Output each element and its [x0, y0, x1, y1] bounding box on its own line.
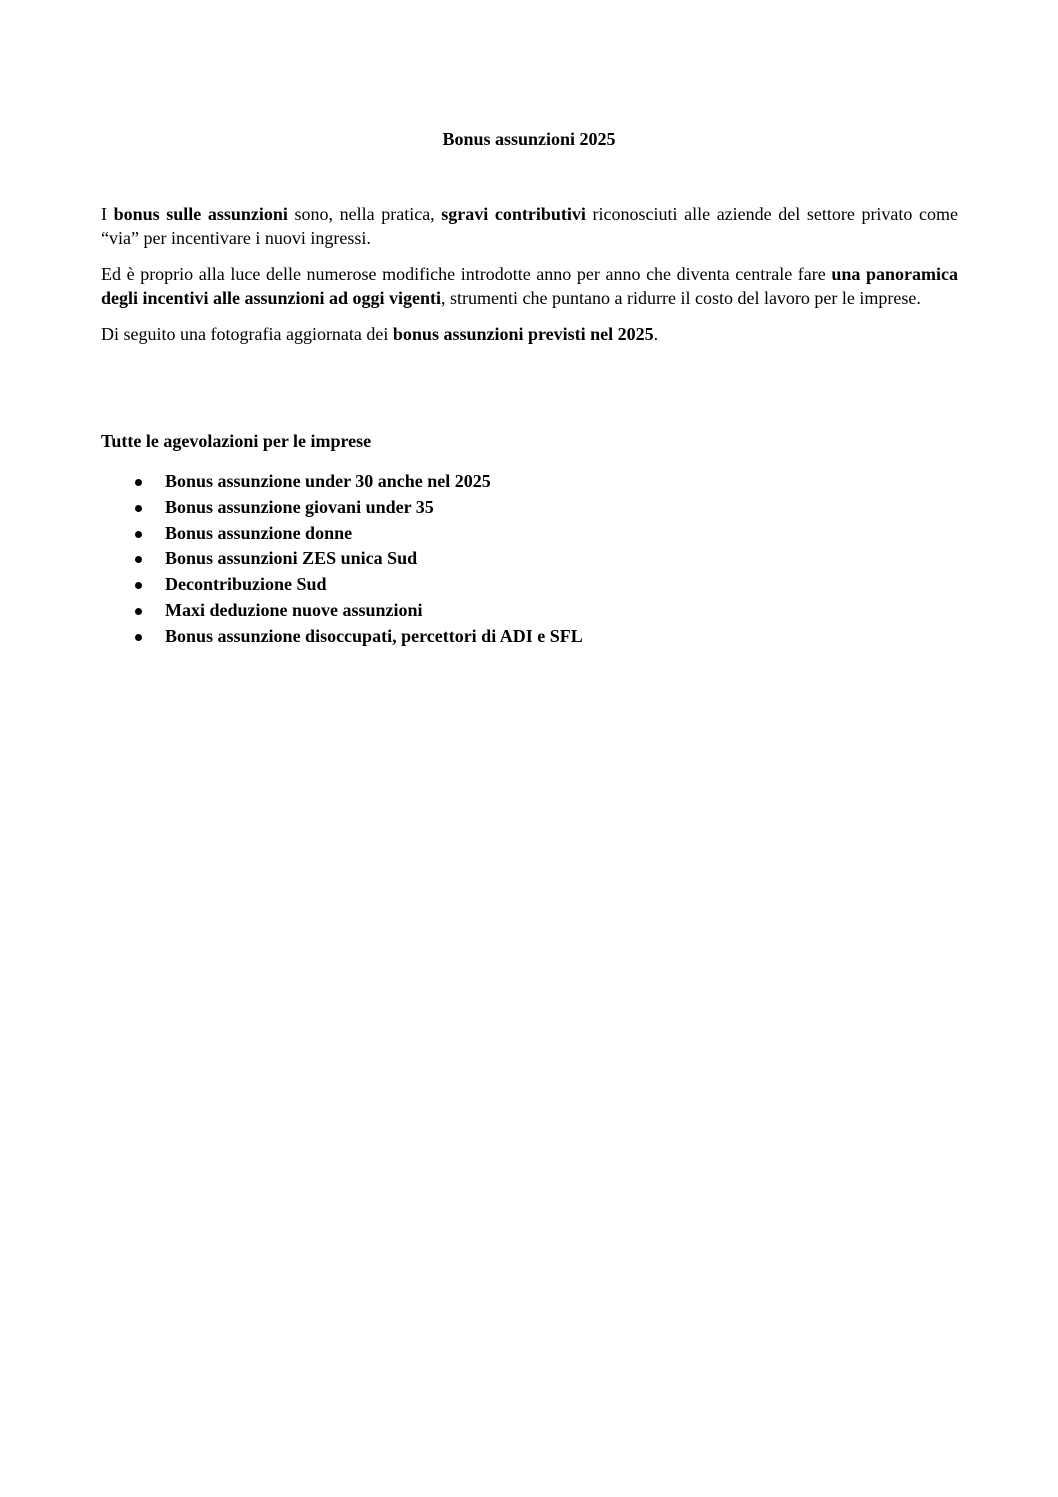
document-title: Bonus assunzioni 2025	[442, 129, 616, 149]
bullet-icon	[135, 479, 142, 486]
paragraph-1-run-2: bonus sulle assunzioni	[113, 204, 288, 224]
list-item	[101, 624, 583, 650]
list-item-label: Bonus assunzione giovani under 35	[165, 496, 434, 517]
bullet-icon	[135, 582, 142, 589]
paragraph-1-run-3: sono, nella pratica,	[287, 204, 442, 224]
paragraph-3-run-2: bonus assunzioni previsti nel 2025	[392, 324, 654, 344]
list-item	[101, 469, 583, 495]
list-item-label: Bonus assunzione donne	[165, 522, 353, 543]
paragraph-3	[101, 322, 958, 346]
bullet-icon	[135, 556, 142, 563]
paragraph-2-run-2: una panoramica degli incentivi alle assunzioni ad oggi vigenti	[101, 264, 958, 308]
paragraph-2	[101, 262, 958, 310]
list-item	[101, 521, 583, 547]
bullet-icon	[135, 634, 142, 641]
paragraph-3-run-3: .	[653, 324, 659, 344]
intro-body	[101, 202, 958, 358]
paragraph-2-run-3: , strumenti che puntano a ridurre il costo del lavoro per le imprese.	[441, 288, 921, 308]
bullet-icon	[135, 608, 142, 615]
list-item	[101, 495, 583, 521]
list-item-label: Bonus assunzione disoccupati, percettori di ADI e SFL	[165, 625, 583, 646]
bullet-icon	[135, 505, 142, 512]
list-item-label: Bonus assunzioni ZES unica Sud	[165, 548, 418, 569]
list-item	[101, 572, 583, 598]
paragraph-1	[101, 202, 958, 250]
section-heading: Tutte le agevolazioni per le imprese	[101, 431, 372, 451]
agevolazioni-list	[101, 469, 583, 650]
list-item-label: Maxi deduzione nuove assunzioni	[165, 599, 423, 620]
paragraph-2-run-1: Ed è proprio alla luce delle numerose modifiche introdotte anno per anno che diventa centrale fare	[101, 264, 832, 284]
list-item	[101, 598, 583, 624]
bullet-icon	[135, 531, 142, 538]
paragraph-1-run-1: I	[101, 204, 114, 224]
paragraph-1-run-4: sgravi contributivi	[441, 204, 586, 224]
list-item-label: Bonus assunzione under 30 anche nel 2025	[165, 471, 491, 491]
list-item-label: Decontribuzione Sud	[165, 574, 327, 595]
list-item	[101, 546, 583, 572]
paragraph-1-run-5: riconosciuti alle aziende del settore privato come “via” per incentivare i nuovi ingressi.	[101, 204, 959, 248]
paragraph-3-run-1: Di seguito una fotografia aggiornata dei	[101, 324, 393, 344]
